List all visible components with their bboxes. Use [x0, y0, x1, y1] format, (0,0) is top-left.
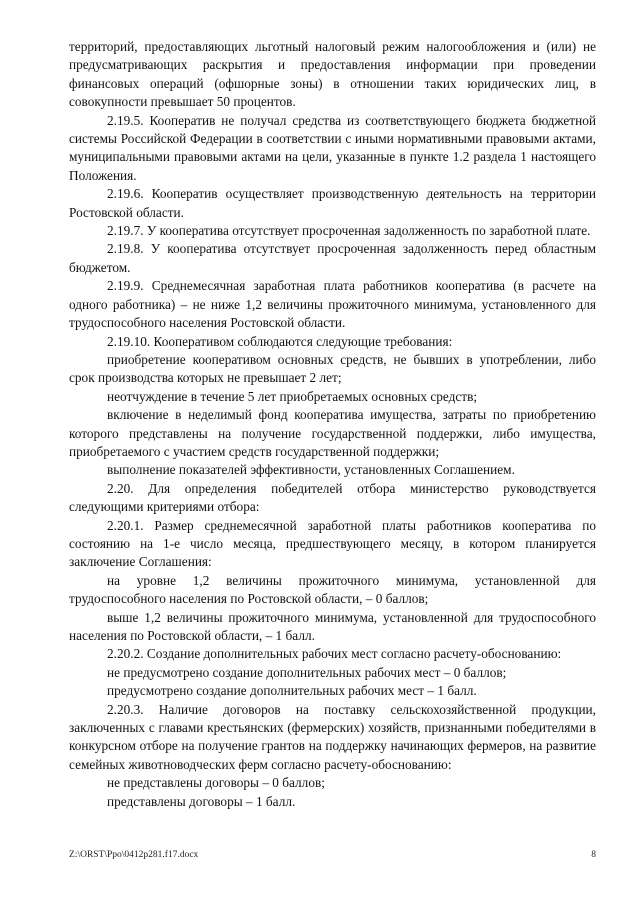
paragraph: 2.20.2. Создание дополнительных рабочих мест согласно расчету-обоснованию: [107, 646, 562, 662]
document-body [69, 38, 596, 811]
paragraph: 2.20. Для определения победителей отбора министерство руководствуется следующими критериями отбора: [69, 480, 596, 515]
paragraph: не представлены договоры – 0 баллов; [107, 775, 325, 791]
paragraph: приобретение кооперативом основных средств, не бывших в употреблении, либо срок производства которых не превышает 2 лет; [69, 351, 596, 386]
paragraph: 2.19.8. У кооператива отсутствует просроченная задолженность перед областным бюджетом. [69, 241, 596, 275]
paragraph: 2.19.7. У кооператива отсутствует просроченная задолженность по заработной плате. [107, 223, 591, 239]
paragraph: выполнение показателей эффективности, установленных Соглашением. [107, 462, 515, 478]
file-path: Z:\ORST\Ppo\0412p281.f17.docx [69, 850, 199, 860]
paragraph: не предусмотрено создание дополнительных рабочих мест – 0 баллов; [107, 664, 507, 680]
paragraph: 2.20.1. Размер среднемесячной заработной платы работников кооператива по состоянию на 1-е число месяца, предшествующего месяцу, в котором планируется заключение Соглашения: [69, 517, 596, 570]
paragraph: предусмотрено создание дополнительных рабочих мест – 1 балл. [107, 683, 477, 699]
paragraph: выше 1,2 величины прожиточного минимума, установленной для трудоспособного населения по Ростовской области, – 1 балл. [69, 609, 596, 643]
paragraph: неотчуждение в течение 5 лет приобретаемых основных средств; [107, 388, 478, 404]
paragraph: 2.19.9. Среднемесячная заработная плата работников кооператива (в расчете на одного работника) – не ниже 1,2 величины прожиточного минимума, установленного для трудоспособного населения Ростовской области. [69, 278, 596, 331]
page-number: 8 [591, 850, 596, 860]
paragraph: 2.19.6. Кооператив осуществляет производственную деятельность на территории Ростовской области. [69, 186, 596, 220]
paragraph: 2.20.3. Наличие договоров на поставку сельскохозяйственной продукции, заключенных с главами крестьянских (фермерских) хозяйств, признанными победителями в конкурсном отборе на получение грантов на поддержку начинающих фермеров, на развитие семейных животноводческих ферм согласно расчету-обоснованию: [69, 701, 596, 772]
paragraph: 2.19.5. Кооператив не получал средства из соответствующего бюджета бюджетной системы Российской Федерации в соответствии с иными нормативными правовыми актами, муниципальными правовыми актами на цели, указанные в пункте 1.2 раздела 1 настоящего Положения. [69, 112, 596, 183]
paragraph: территорий, предоставляющих льготный налоговый режим налогообложения и (или) не предусматривающих раскрытия и предоставления информации при проведении финансовых операций (офшорные зоны) в отношении таких юридических лиц, в совокупности превышает 50 процентов. [69, 39, 596, 110]
paragraph: 2.19.10. Кооперативом соблюдаются следующие требования: [107, 333, 453, 349]
paragraph: включение в неделимый фонд кооператива имущества, затраты по приобретению которого представлены на получение государственной поддержки, либо имущества, приобретаемого с участием средств государственной поддержки; [69, 407, 596, 459]
paragraph: представлены договоры – 1 балл. [107, 793, 296, 809]
paragraph: на уровне 1,2 величины прожиточного минимума, установленной для трудоспособного населения по Ростовской области, – 0 баллов; [69, 572, 596, 607]
